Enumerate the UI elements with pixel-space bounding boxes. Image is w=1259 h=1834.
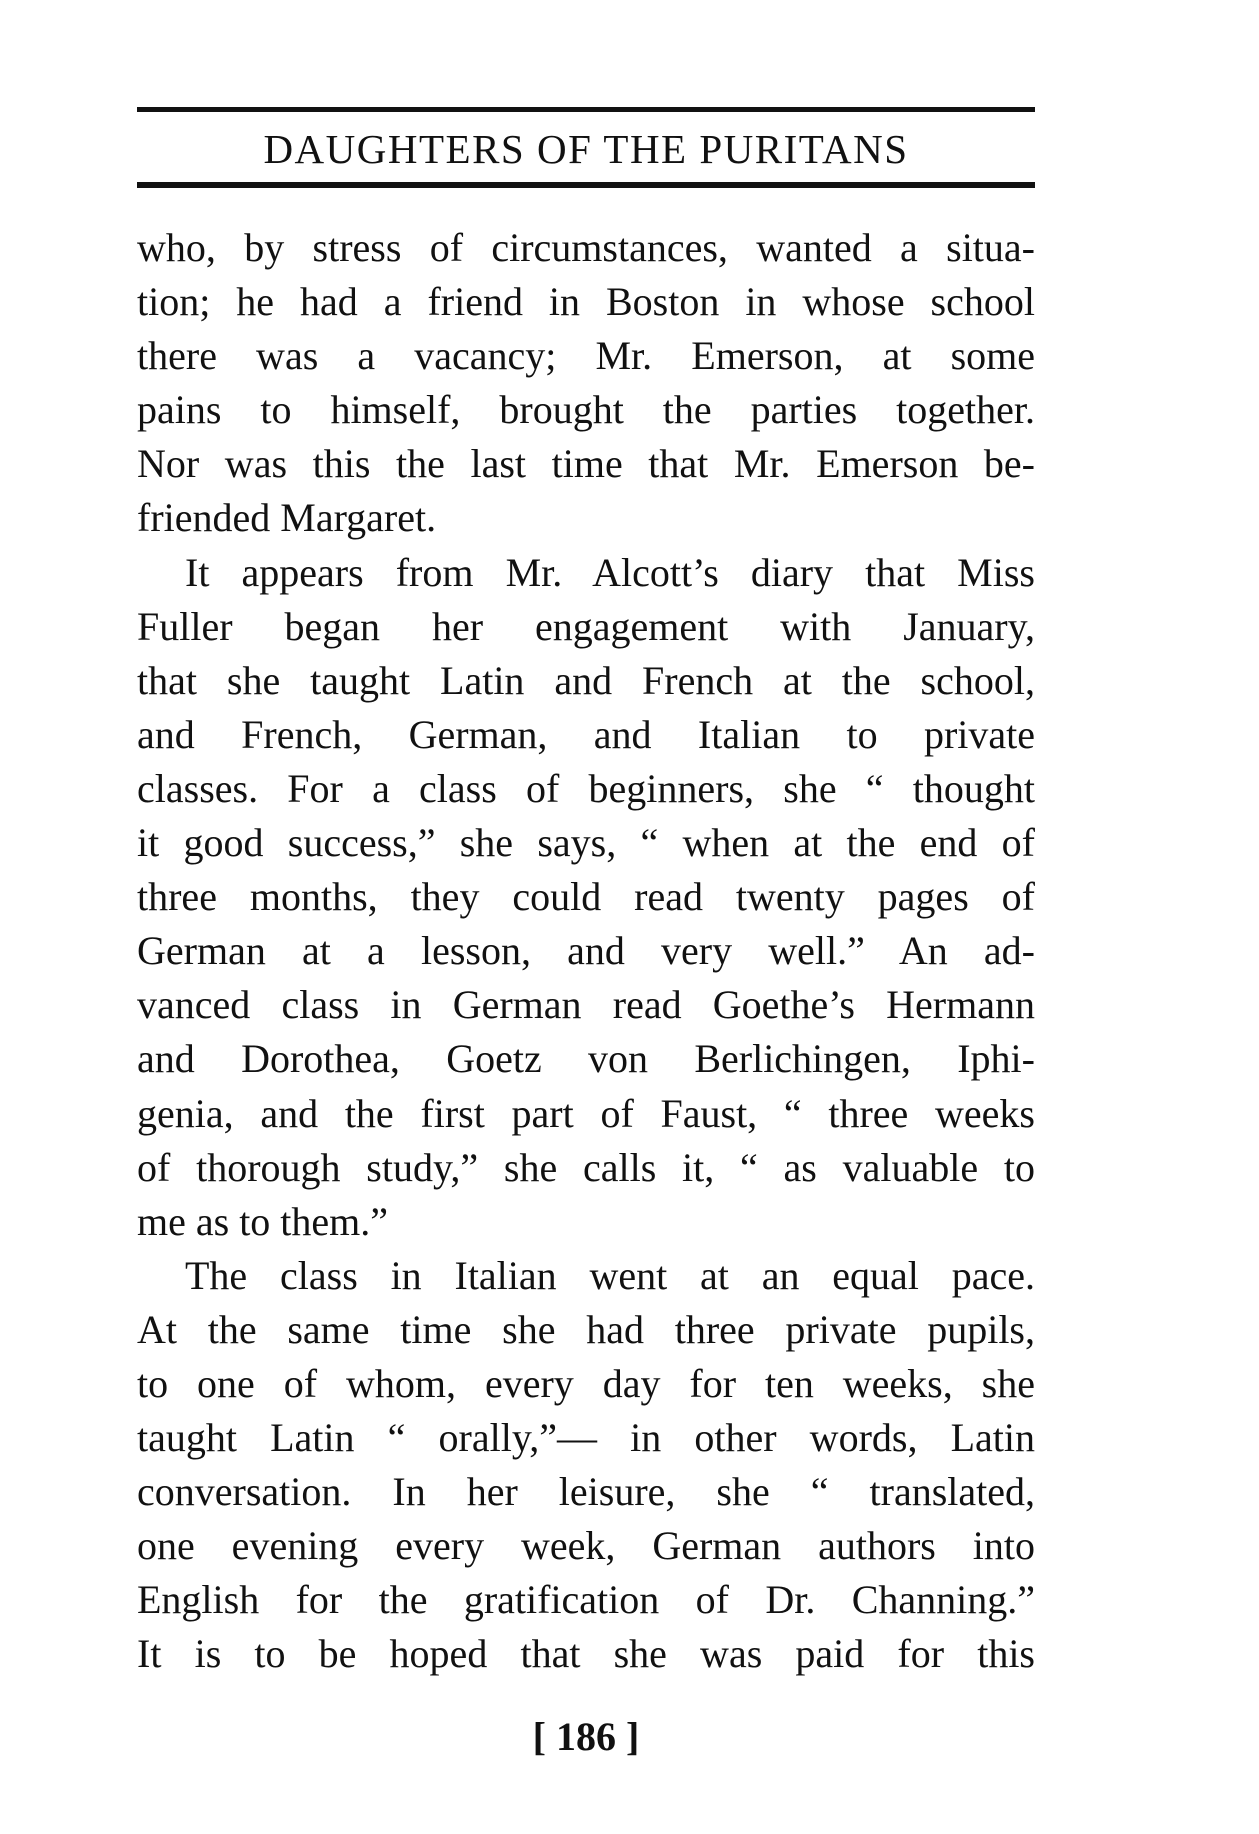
text-line: three months, they could read twenty pages of <box>137 874 1035 920</box>
text-line: of thorough study,” she calls it, “ as valuable to <box>137 1144 1035 1190</box>
text-line: Nor was this the last time that Mr. Emerson be- <box>137 441 1035 487</box>
text-line: At the same time she had three private pupils, <box>137 1306 1035 1352</box>
text-line: that she taught Latin and French at the school, <box>137 657 1035 703</box>
text-line: to one of whom, every day for ten weeks, she <box>137 1360 1035 1406</box>
text-line: It appears from Mr. Alcott’s diary that Miss <box>185 549 1035 595</box>
text-line: and Dorothea, Goetz von Berlichingen, Iphi- <box>137 1036 1035 1082</box>
header-rule-top <box>137 107 1035 112</box>
text-line: classes. For a class of beginners, she “ thought <box>137 765 1035 811</box>
text-line: taught Latin “ orally,”— in other words, Latin <box>137 1415 1035 1461</box>
running-head: DAUGHTERS OF THE PURITANS <box>263 126 909 172</box>
text-line: vanced class in German read Goethe’s Hermann <box>137 982 1035 1028</box>
text-line: Fuller began her engagement with January, <box>137 603 1035 649</box>
text-line: It is to be hoped that she was paid for this <box>137 1631 1035 1677</box>
text-line: pains to himself, brought the parties together. <box>137 387 1035 433</box>
body-text <box>137 221 1035 1682</box>
text-line: German at a lesson, and very well.” An ad- <box>137 928 1035 974</box>
text-line: tion; he had a friend in Boston in whose school <box>137 279 1035 325</box>
text-line: there was a vacancy; Mr. Emerson, at some <box>137 333 1035 379</box>
text-line: The class in Italian went at an equal pace. <box>185 1252 1035 1298</box>
text-line: who, by stress of circumstances, wanted a situa- <box>137 225 1035 270</box>
text-line: one evening every week, German authors into <box>137 1523 1035 1569</box>
text-line: me as to them.” <box>137 1198 389 1244</box>
text-line: it good success,” she says, “ when at the end of <box>137 820 1035 866</box>
text-line: and French, German, and Italian to private <box>137 711 1035 757</box>
page-number: [ 186 ] <box>532 1714 640 1759</box>
text-line: genia, and the first part of Faust, “ three weeks <box>137 1090 1035 1136</box>
text-line: English for the gratification of Dr. Channing.” <box>137 1577 1035 1623</box>
header-rule-bottom <box>137 182 1035 188</box>
text-line: conversation. In her leisure, she “ translated, <box>137 1469 1035 1515</box>
text-line: friended Margaret. <box>137 495 437 541</box>
